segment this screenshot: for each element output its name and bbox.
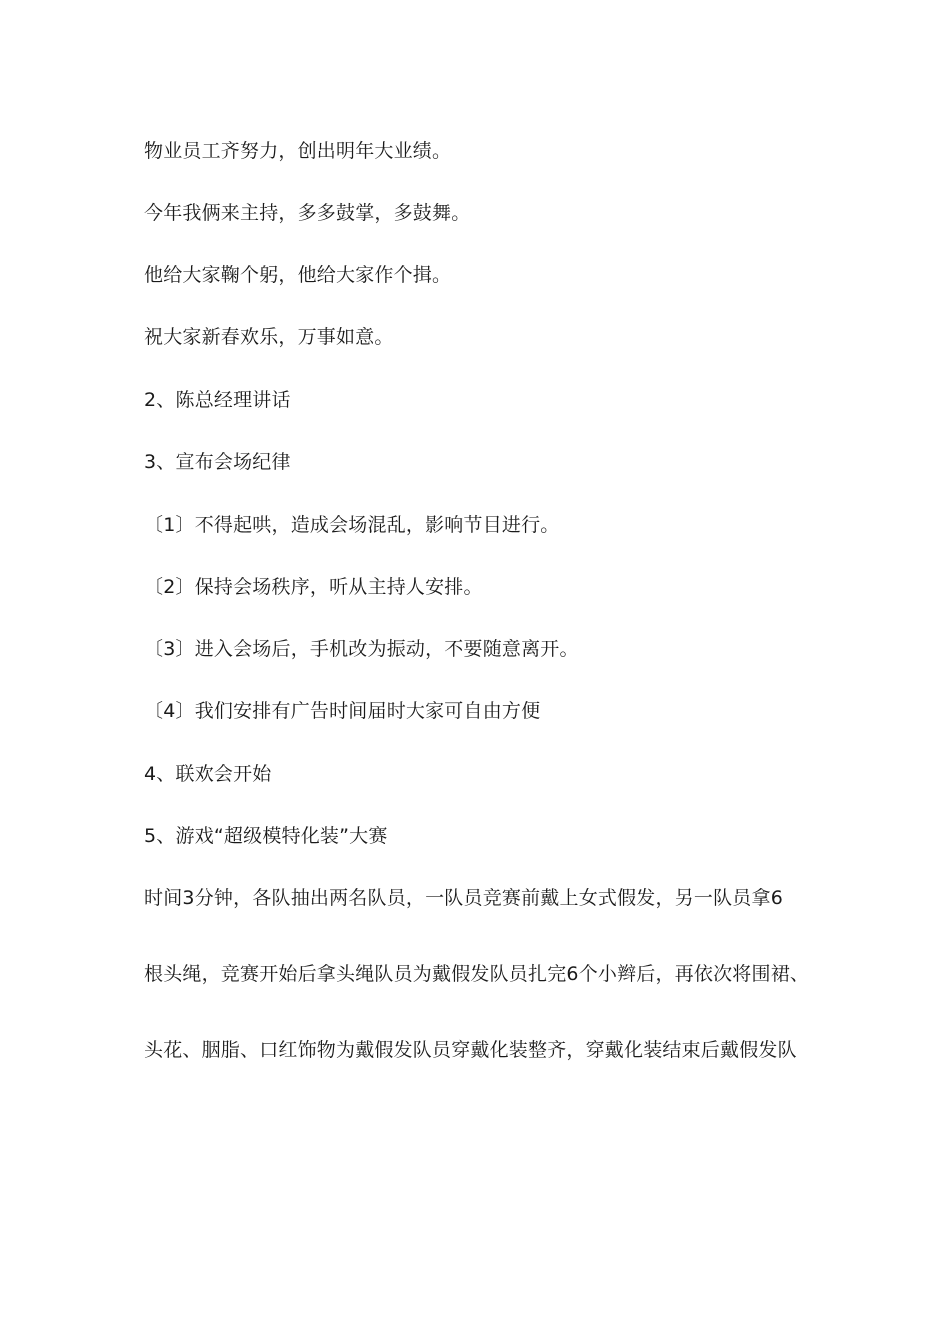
rule-item: 〔2〕保持会场秩序，听从主持人安排。 bbox=[144, 576, 483, 598]
paragraph-line: 根头绳，竞赛开始后拿头绳队员为戴假发队员扎完6个小辫后，再依次将围裙、 bbox=[144, 963, 810, 985]
rule-item: 〔3〕进入会场后，手机改为振动，不要随意离开。 bbox=[144, 638, 579, 660]
text-line: 今年我俩来主持，多多鼓掌，多鼓舞。 bbox=[144, 202, 471, 224]
section-heading: 4、联欢会开始 bbox=[144, 763, 272, 785]
text-line: 祝大家新春欢乐，万事如意。 bbox=[144, 326, 394, 348]
section-heading: 3、宣布会场纪律 bbox=[144, 451, 291, 473]
text-line: 他给大家鞠个躬，他给大家作个揖。 bbox=[144, 264, 452, 286]
paragraph-line: 时间3分钟，各队抽出两名队员，一队员竞赛前戴上女式假发，另一队员拿6 bbox=[144, 887, 783, 909]
paragraph-line: 头花、胭脂、口红饰物为戴假发队员穿戴化装整齐，穿戴化装结束后戴假发队 bbox=[144, 1039, 797, 1061]
text-line: 物业员工齐努力，创出明年大业绩。 bbox=[144, 140, 452, 162]
section-heading: 5、游戏“超级模特化装”大赛 bbox=[144, 825, 388, 847]
rule-item: 〔4〕我们安排有广告时间届时大家可自由方便 bbox=[144, 700, 541, 722]
rule-item: 〔1〕不得起哄，造成会场混乱，影响节目进行。 bbox=[144, 514, 560, 536]
section-heading: 2、陈总经理讲话 bbox=[144, 389, 291, 411]
